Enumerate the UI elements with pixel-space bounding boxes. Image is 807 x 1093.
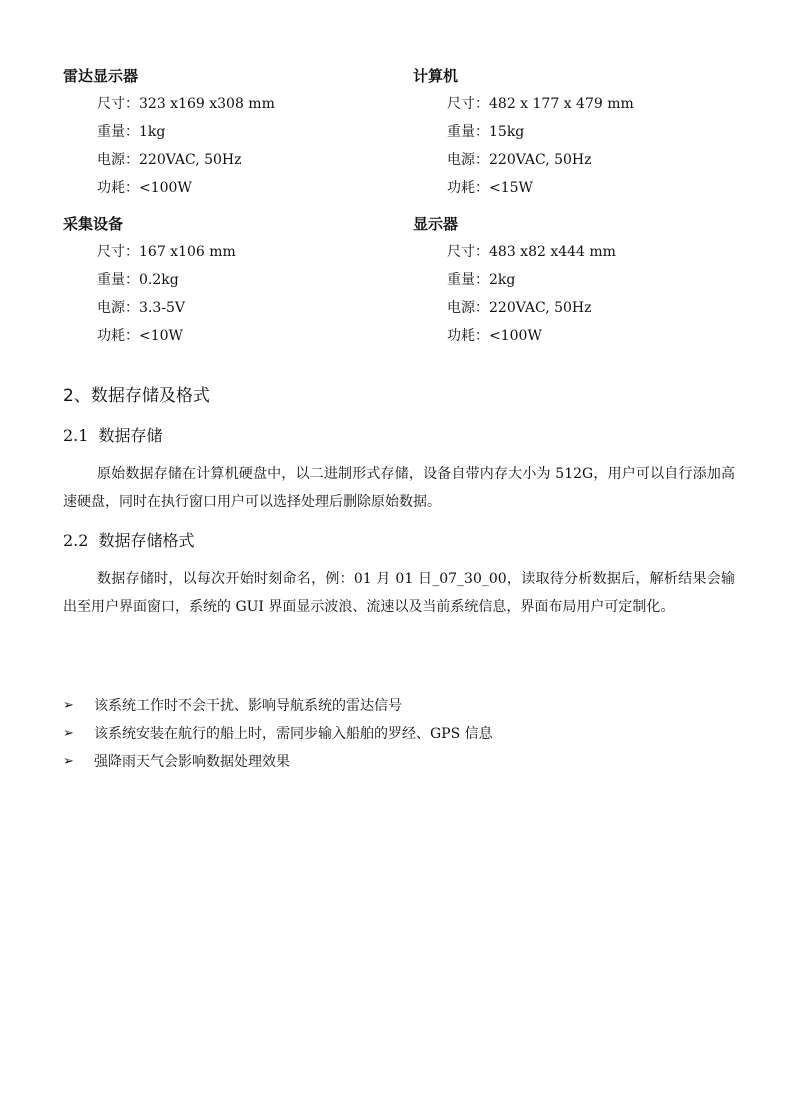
spec-title: 雷达显示器 xyxy=(63,67,139,85)
subsection-heading xyxy=(63,422,162,450)
notes-list xyxy=(63,692,743,776)
subsection-title: 数据存储格式 xyxy=(98,531,195,550)
list-item-text: 该系统工作时不会干扰、影响导航系统的雷达信号 xyxy=(94,698,402,714)
list-item xyxy=(63,720,743,748)
spec-weight: 重量：15kg xyxy=(447,124,525,140)
section-heading: 2、数据存储及格式 xyxy=(63,386,210,406)
spec-weight: 重量：1kg xyxy=(97,124,166,140)
spec-size: 尺寸：323 x169 x308 mm xyxy=(97,96,275,112)
body-paragraph: 数据存储时，以每次开始时刻命名，例：01 月 01 日_07_30_00，读取待分析数据后，解析结果会输出至用户界面窗口，系统的 GUI 界面显示波浪、流速以及当前系统信息，界面布局用户可定制化。 xyxy=(63,571,735,615)
spec-power-supply: 电源：220VAC, 50Hz xyxy=(447,300,592,316)
spec-title: 显示器 xyxy=(413,215,459,233)
spec-power-consumption: 功耗：<15W xyxy=(447,180,533,196)
arrow-bullet-icon: ➢ xyxy=(63,698,74,713)
spec-size: 尺寸：482 x 177 x 479 mm xyxy=(447,96,634,112)
spec-weight: 重量：2kg xyxy=(447,272,516,288)
spec-size: 尺寸：483 x82 x444 mm xyxy=(447,244,616,260)
spec-power-supply: 电源：220VAC, 50Hz xyxy=(97,152,242,168)
spec-power-consumption: 功耗：<10W xyxy=(97,328,183,344)
subsection-number: 2.2 xyxy=(63,531,89,550)
spec-size: 尺寸：167 x106 mm xyxy=(97,244,236,260)
spec-title: 采集设备 xyxy=(63,215,124,233)
spec-radar-display xyxy=(63,62,413,202)
list-item xyxy=(63,748,743,776)
list-item-text: 强降雨天气会影响数据处理效果 xyxy=(94,754,290,770)
spec-row xyxy=(63,62,763,202)
spec-title: 计算机 xyxy=(413,67,459,85)
spec-power-consumption: 功耗：<100W xyxy=(97,180,192,196)
equipment-specs xyxy=(63,62,763,350)
subsection-heading xyxy=(63,527,194,555)
spec-computer xyxy=(413,62,763,202)
subsection-title: 数据存储 xyxy=(98,426,163,445)
spec-monitor xyxy=(413,210,763,350)
spec-power-consumption: 功耗：<100W xyxy=(447,328,542,344)
list-item-text: 该系统安装在航行的船上时，需同步输入船舶的罗经、GPS 信息 xyxy=(94,726,493,742)
spec-power-supply: 电源：3.3-5V xyxy=(97,300,186,316)
spec-row xyxy=(63,210,763,350)
body-paragraph: 原始数据存储在计算机硬盘中，以二进制形式存储，设备自带内存大小为 512G，用户可以自行添加高速硬盘，同时在执行窗口用户可以选择处理后删除原始数据。 xyxy=(63,466,735,510)
spec-weight: 重量：0.2kg xyxy=(97,272,179,288)
spacer xyxy=(63,202,763,210)
arrow-bullet-icon: ➢ xyxy=(63,754,74,769)
spec-power-supply: 电源：220VAC, 50Hz xyxy=(447,152,592,168)
arrow-bullet-icon: ➢ xyxy=(63,726,74,741)
subsection-number: 2.1 xyxy=(63,426,89,445)
list-item xyxy=(63,692,743,720)
spec-acquisition-device xyxy=(63,210,413,350)
